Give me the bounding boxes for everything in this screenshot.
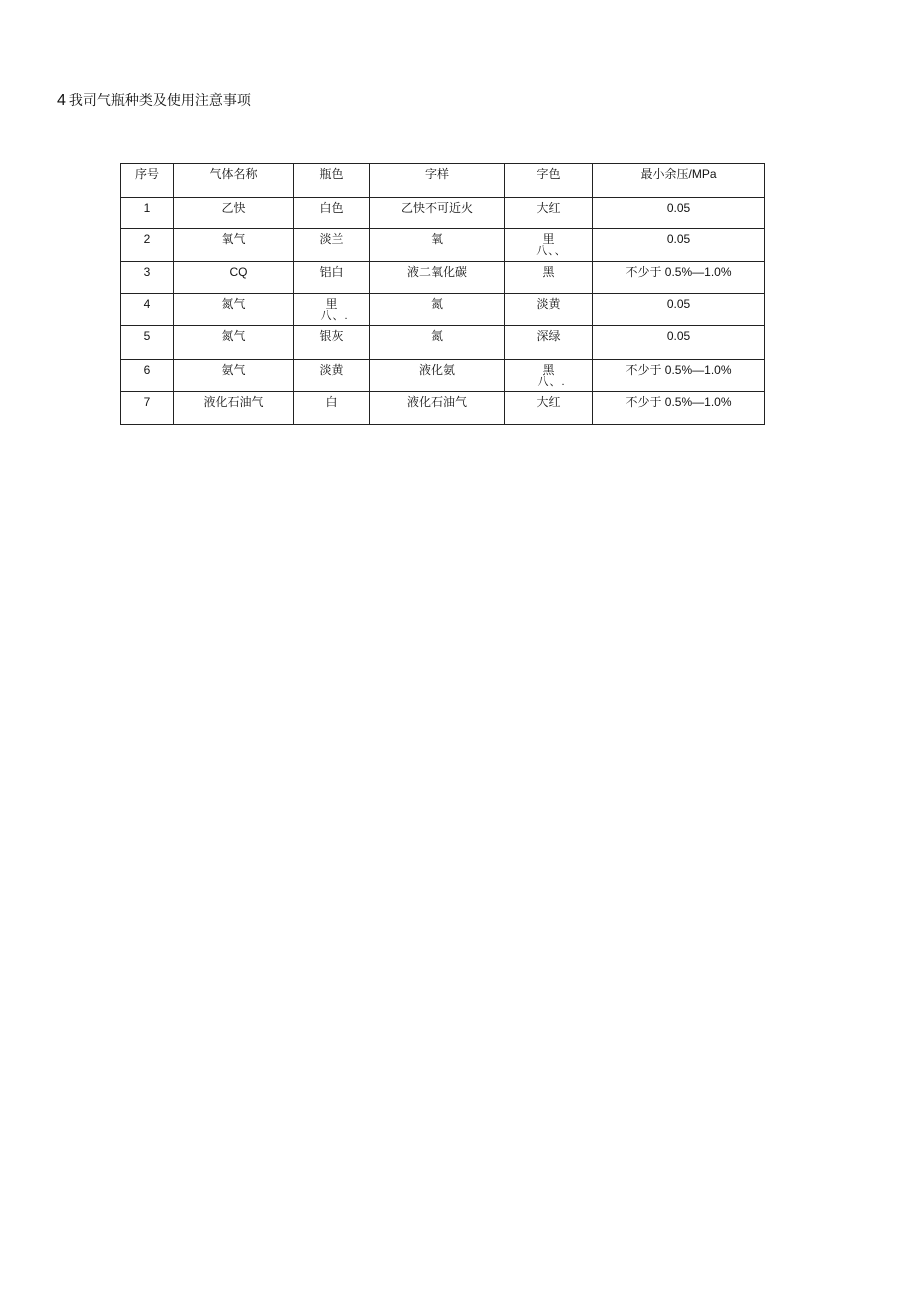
min-pressure-cell: 0.05 bbox=[593, 294, 765, 326]
bottle-color-cell: 银灰 bbox=[294, 326, 370, 360]
gas-name-cell: CQ bbox=[174, 262, 294, 294]
bottle-color-cell: 淡兰 bbox=[294, 229, 370, 262]
header-cell: 瓶色 bbox=[294, 164, 370, 198]
row-number-cell: 3 bbox=[121, 262, 174, 294]
letter-color-cell: 深绿 bbox=[505, 326, 593, 360]
row-number-cell: 5 bbox=[121, 326, 174, 360]
bottle-color-sub-text: 八、. bbox=[320, 310, 349, 322]
table-row bbox=[121, 392, 765, 425]
section-number: 4 bbox=[57, 92, 66, 109]
row-number-cell: 4 bbox=[121, 294, 174, 326]
row-number-cell: 6 bbox=[121, 360, 174, 392]
gas-cylinder-table bbox=[120, 163, 765, 425]
table-row bbox=[121, 262, 765, 294]
table-row bbox=[121, 326, 765, 360]
gas-name-cell: 液化石油气 bbox=[174, 392, 294, 425]
letter-color-cell: 淡黄 bbox=[505, 294, 593, 326]
letter-color-cell: 里 八、、 bbox=[505, 229, 593, 262]
letter-color-sub-text: 八、、 bbox=[536, 245, 567, 257]
table-row bbox=[121, 360, 765, 392]
header-cell: 字样 bbox=[370, 164, 505, 198]
header-cell: 字色 bbox=[505, 164, 593, 198]
table-row bbox=[121, 198, 765, 229]
lettering-cell: 氮 bbox=[370, 294, 505, 326]
table-row bbox=[121, 229, 765, 262]
gas-name-cell: 乙快 bbox=[174, 198, 294, 229]
min-pressure-cell: 0.05 bbox=[593, 198, 765, 229]
gas-name-cell: 氮气 bbox=[174, 326, 294, 360]
gas-name-cell: 氨气 bbox=[174, 360, 294, 392]
table-row bbox=[121, 294, 765, 326]
table-header-row bbox=[121, 164, 765, 198]
lettering-cell: 液二氧化碳 bbox=[370, 262, 505, 294]
bottle-color-cell: 白 bbox=[294, 392, 370, 425]
min-pressure-cell: 不少于 0.5%—1.0% bbox=[593, 360, 765, 392]
gas-name-cell: 氧气 bbox=[174, 229, 294, 262]
letter-color-sub-text: 八、. bbox=[537, 376, 566, 388]
lettering-cell: 氧 bbox=[370, 229, 505, 262]
lettering-cell: 氮 bbox=[370, 326, 505, 360]
row-number-cell: 1 bbox=[121, 198, 174, 229]
min-pressure-cell: 不少于 0.5%—1.0% bbox=[593, 262, 765, 294]
bottle-color-cell: 里 八、. bbox=[294, 294, 370, 326]
letter-color-cell: 黑 bbox=[505, 262, 593, 294]
lettering-cell: 乙快不可近火 bbox=[370, 198, 505, 229]
lettering-cell: 液化氨 bbox=[370, 360, 505, 392]
section-title: 我司气瓶种类及使用注意事项 bbox=[68, 92, 251, 108]
header-cell: 最小余压/MPa bbox=[593, 164, 765, 198]
letter-color-cell: 黑 八、. bbox=[505, 360, 593, 392]
header-cell: 序号 bbox=[121, 164, 174, 198]
letter-color-cell: 大红 bbox=[505, 198, 593, 229]
gas-name-cell: 氮气 bbox=[174, 294, 294, 326]
row-number-cell: 2 bbox=[121, 229, 174, 262]
lettering-cell: 液化石油气 bbox=[370, 392, 505, 425]
header-cell: 气体名称 bbox=[174, 164, 294, 198]
min-pressure-cell: 不少于 0.5%—1.0% bbox=[593, 392, 765, 425]
row-number-cell: 7 bbox=[121, 392, 174, 425]
min-pressure-cell: 0.05 bbox=[593, 229, 765, 262]
section-heading bbox=[57, 90, 251, 111]
bottle-color-cell: 铝白 bbox=[294, 262, 370, 294]
min-pressure-cell: 0.05 bbox=[593, 326, 765, 360]
letter-color-cell: 大红 bbox=[505, 392, 593, 425]
bottle-color-cell: 白色 bbox=[294, 198, 370, 229]
bottle-color-cell: 淡黄 bbox=[294, 360, 370, 392]
